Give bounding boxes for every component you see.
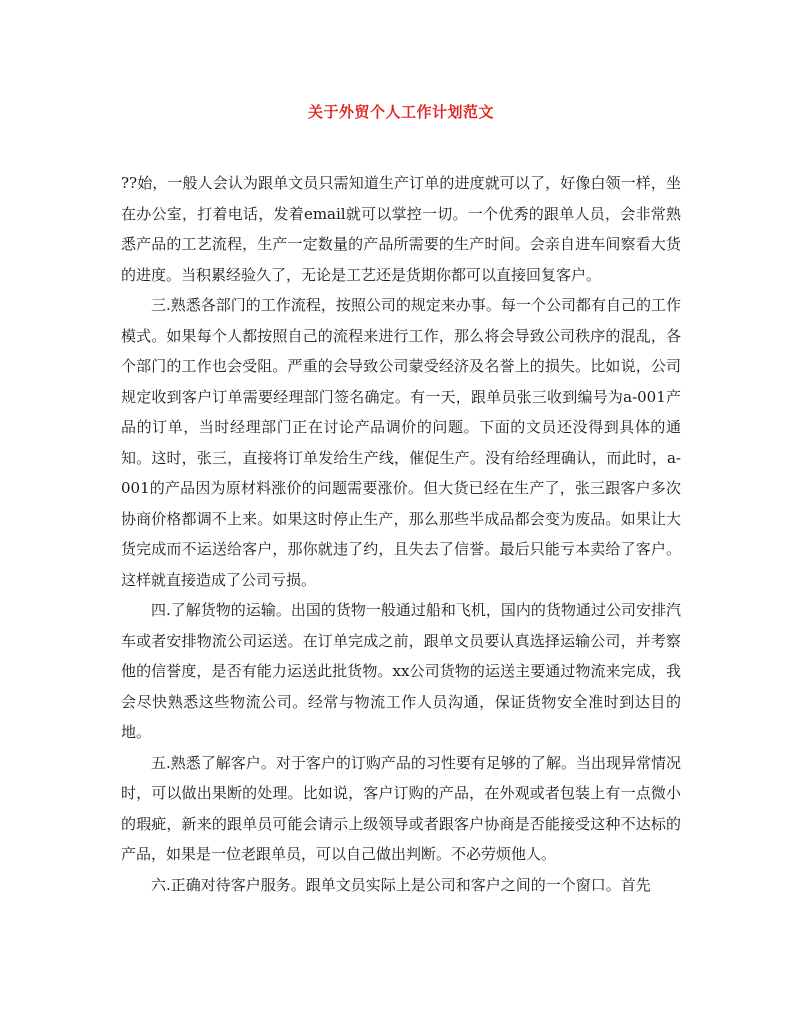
paragraph-section-6: 六.正确对待客户服务。跟单文员实际上是公司和客户之间的一个窗口。首先 — [151, 875, 651, 894]
document-page — [121, 100, 681, 900]
paragraph-section-3: 三.熟悉各部门的工作流程，按照公司的规定来办事。每一个公司都有自己的工作模式。如果每个人都按照自己的流程来进行工作，那么将会导致公司秩序的混乱，各个部门的工作也会受阻。严重的会导致公司蒙受经济及名誉上的损失。比如说，公司规定收到客户订单需要经理部门签名确定。有一天，跟单员张三收到编号为a-001产品的订单，当时经理部门正在讨论产品调价的问题。下面的文员还没得到具体的通知。这时，张三，直接将订单发给生产线，催促生产。没有给经理确认，而此时，a-001的产品因为原材料涨价的问题需要涨价。但大货已经在生产了，张三跟客户多次协商价格都调不上来。如果这时停止生产，那么那些半成品都会变为废品。如果让大货完成而不运送给客户，那你就违了约，且失去了信誉。最后只能亏本卖给了客户。这样就直接造成了公司亏损。 — [121, 296, 681, 589]
document-body — [121, 168, 681, 900]
paragraph-section-4: 四.了解货物的运输。出国的货物一般通过船和飞机，国内的货物通过公司安排汽车或者安排物流公司运送。在订单完成之前，跟单文员要认真选择运输公司，并考察他的信誉度，是否有能力运送此批货物。xx公司货物的运送主要通过物流来完成，我会尽快熟悉这些物流公司。经常与物流工作人员沟通，保证货物安全准时到达目的地。 — [121, 601, 681, 741]
paragraph-intro: ??始，一般人会认为跟单文员只需知道生产订单的进度就可以了，好像白领一样，坐在办公室，打着电话，发着email就可以掌控一切。一个优秀的跟单人员，会非常熟悉产品的工艺流程，生产一定数量的产品所需要的生产时间。会亲自进车间察看大货的进度。当积累经验久了，无论是工艺还是货期你都可以直接回复客户。 — [121, 174, 681, 284]
document-title: 关于外贸个人工作计划范文 — [307, 103, 494, 121]
paragraph-section-5: 五.熟悉了解客户。对于客户的订购产品的习性要有足够的了解。当出现异常情况时，可以做出果断的处理。比如说，客户订购的产品，在外观或者包装上有一点微小的瑕疵，新来的跟单员可能会请示上级领导或者跟客户协商是否能接受这种不达标的产品，如果是一位老跟单员，可以自己做出判断。不必劳烦他人。 — [121, 753, 681, 863]
